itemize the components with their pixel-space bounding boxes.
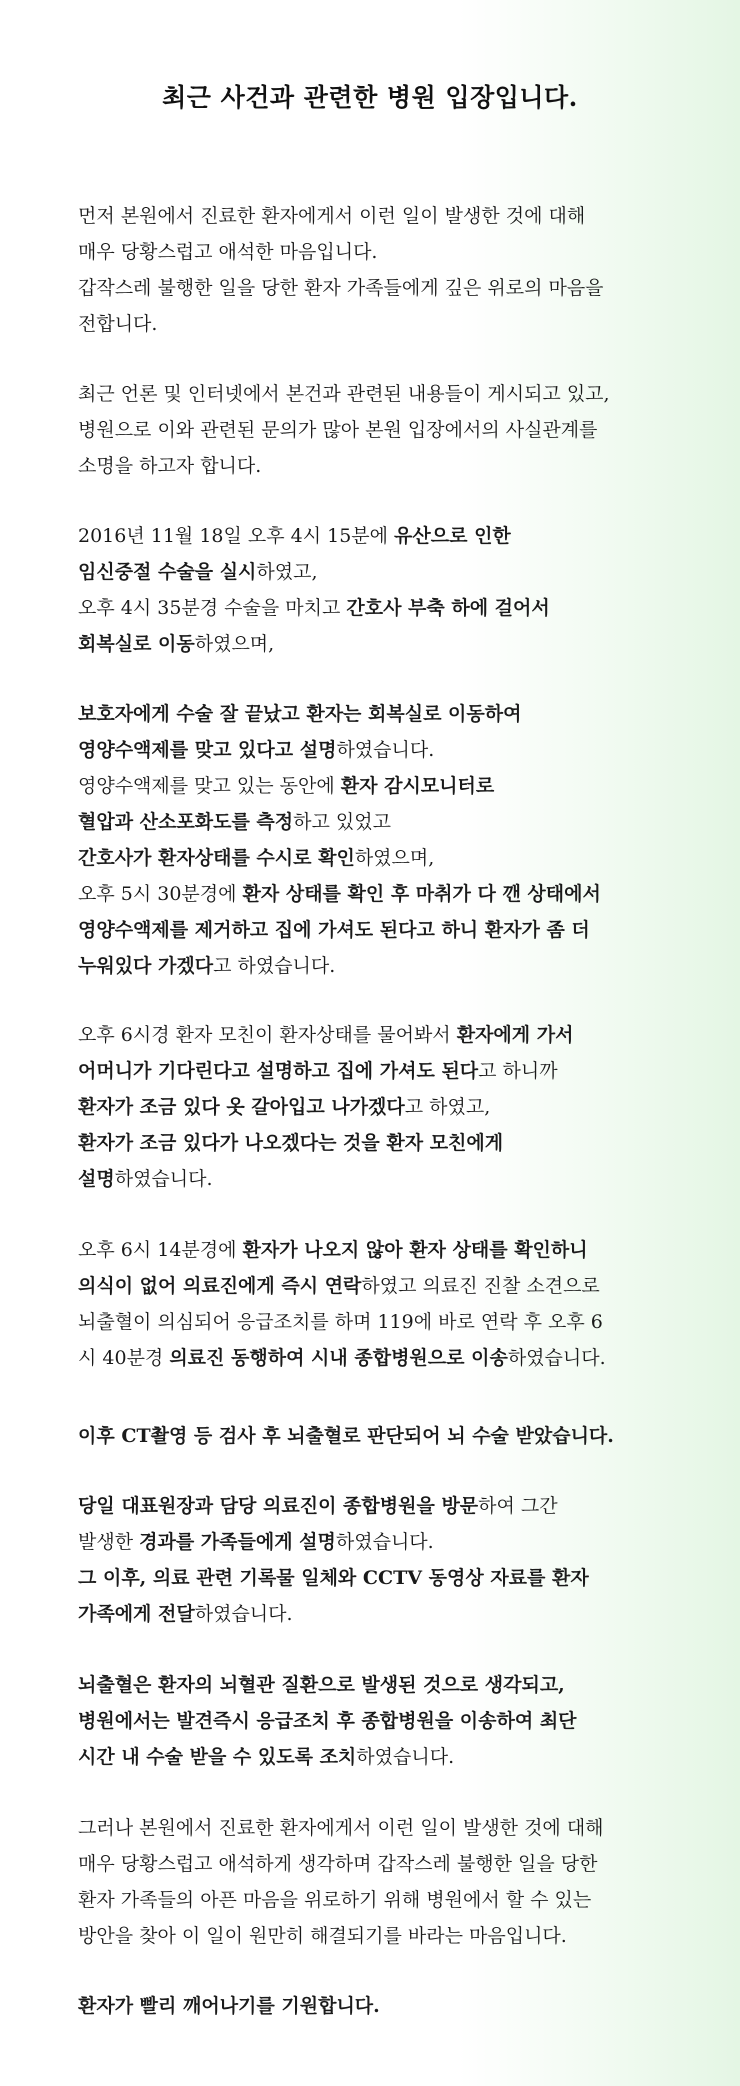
text-line xyxy=(78,804,698,840)
text-line xyxy=(78,376,698,412)
text-line xyxy=(78,1988,698,2024)
text-run: 하여 그간 xyxy=(478,1495,558,1517)
text-line xyxy=(78,1703,698,1739)
text-run: 시 40분경 xyxy=(78,1347,170,1369)
text-line xyxy=(78,1560,698,1596)
paragraph-closing xyxy=(78,1810,698,1954)
bold-text-run: 시간 내 수술 받을 수 있도록 조치 xyxy=(78,1746,357,1768)
text-run: 하였습니다. xyxy=(507,1347,606,1369)
text-line xyxy=(78,1340,698,1376)
bold-text-run: 혈압과 산소포화도를 측정 xyxy=(78,811,294,833)
text-run: 2016년 11월 18일 오후 4시 15분에 xyxy=(78,525,395,547)
text-run: 하였으며, xyxy=(354,847,435,869)
bold-text-run: 경과를 가족들에게 설명 xyxy=(139,1531,336,1553)
text-run: 영양수액제를 맞고 있는 동안에 xyxy=(78,775,341,797)
text-line xyxy=(78,840,698,876)
text-run: 오후 5시 30분경에 xyxy=(78,883,243,905)
text-line xyxy=(78,1017,698,1053)
text-run: 매우 당황스럽고 애석하게 생각하며 갑작스레 불행한 일을 당한 xyxy=(78,1853,598,1875)
text-line xyxy=(78,1053,698,1089)
text-run: 오후 4시 35분경 수술을 마치고 xyxy=(78,597,347,619)
text-line xyxy=(78,270,698,306)
page-title: 최근 사건과 관련한 병원 입장입니다. xyxy=(162,83,578,112)
text-run: 소명을 하고자 합니다. xyxy=(78,455,262,477)
text-run: 하였습니다. xyxy=(356,1746,455,1768)
text-run: 하였고, xyxy=(256,561,318,583)
text-run: 하였습니다. xyxy=(114,1168,213,1190)
paragraph-visit xyxy=(78,1488,698,1632)
text-run: 먼저 본원에서 진료한 환자에게서 이런 일이 발생한 것에 대해 xyxy=(78,205,586,227)
text-run: 전합니다. xyxy=(78,313,158,335)
bold-text-run: 환자 감시모니터로 xyxy=(340,775,495,797)
text-line xyxy=(78,1488,698,1524)
text-line xyxy=(78,1268,698,1304)
text-run: 병원으로 이와 관련된 문의가 많아 본원 입장에서의 사실관계를 xyxy=(78,419,598,441)
text-run: 매우 당황스럽고 애석한 마음입니다. xyxy=(78,241,378,263)
paragraph-emergency xyxy=(78,1232,698,1376)
paragraph-surgery xyxy=(78,518,698,662)
bold-text-run: 가족에게 전달 xyxy=(78,1603,195,1625)
bold-text-run: 영양수액제를 제거하고 집에 가셔도 된다고 하니 환자가 좀 더 xyxy=(78,919,590,941)
paragraph-cause xyxy=(78,1667,698,1775)
bold-text-run: 의료진 동행하여 시내 종합병원으로 이송 xyxy=(169,1347,508,1369)
bold-text-run: 설명 xyxy=(78,1168,115,1190)
text-line xyxy=(78,1232,698,1268)
text-run: 오후 6시 14분경에 xyxy=(78,1239,243,1261)
bold-text-run: 이후 CT촬영 등 검사 후 뇌출혈로 판단되어 뇌 수술 받았습니다. xyxy=(78,1425,614,1447)
text-run: 환자 가족들의 아픈 마음을 위로하기 위해 병원에서 할 수 있는 xyxy=(78,1889,592,1911)
text-line xyxy=(78,912,698,948)
text-line xyxy=(78,1524,698,1560)
text-line xyxy=(78,1739,698,1775)
text-line xyxy=(78,518,698,554)
text-run: 고 하니까 xyxy=(478,1060,558,1082)
text-run: 고 하였고, xyxy=(404,1096,491,1118)
text-line xyxy=(78,768,698,804)
text-line xyxy=(78,412,698,448)
text-line xyxy=(78,234,698,270)
bold-text-run: 당일 대표원장과 담당 의료진이 종합병원을 방문 xyxy=(78,1495,479,1517)
text-line xyxy=(78,554,698,590)
bold-text-run: 임신중절 수술을 실시 xyxy=(78,561,257,583)
text-line xyxy=(78,876,698,912)
text-run: 최근 언론 및 인터넷에서 본건과 관련된 내용들이 게시되고 있고, xyxy=(78,383,610,405)
bold-text-run: 간호사가 환자상태를 수시로 확인 xyxy=(78,847,355,869)
paragraph-ct xyxy=(78,1418,698,1454)
text-run: 하였습니다. xyxy=(194,1603,293,1625)
bold-text-run: 환자가 빨리 깨어나기를 기원합니다. xyxy=(78,1995,380,2017)
text-line xyxy=(78,306,698,342)
text-line xyxy=(78,1304,698,1340)
text-run: 그러나 본원에서 진료한 환자에게서 이런 일이 발생한 것에 대해 xyxy=(78,1817,604,1839)
text-run: 하였고 의료진 진찰 소견으로 xyxy=(361,1275,600,1297)
text-line xyxy=(78,590,698,626)
text-line xyxy=(78,1810,698,1846)
text-line xyxy=(78,198,698,234)
bold-text-run: 환자가 나오지 않아 환자 상태를 확인하니 xyxy=(242,1239,588,1261)
text-run: 뇌출혈이 의심되어 응급조치를 하며 119에 바로 연락 후 오후 6 xyxy=(78,1311,603,1333)
bold-text-run: 보호자에게 수술 잘 끝났고 환자는 회복실로 이동하여 xyxy=(78,703,522,725)
bold-text-run: 환자 상태를 확인 후 마취가 다 깬 상태에서 xyxy=(242,883,601,905)
bold-text-run: 어머니가 기다린다고 설명하고 집에 가셔도 된다 xyxy=(78,1060,479,1082)
bold-text-run: 환자에게 가서 xyxy=(456,1024,574,1046)
text-line xyxy=(78,1846,698,1882)
text-line xyxy=(78,696,698,732)
paragraph-recovery xyxy=(78,696,698,984)
paragraph-wish xyxy=(78,1988,698,2024)
text-run: 하였습니다. xyxy=(335,1531,434,1553)
text-line xyxy=(78,448,698,484)
text-line xyxy=(78,1596,698,1632)
bold-text-run: 간호사 부축 하에 걸어서 xyxy=(346,597,550,619)
paragraph-guardian xyxy=(78,1017,698,1197)
text-run: 고 하였습니다. xyxy=(213,955,336,977)
bold-text-run: 병원에서는 발견즉시 응급조치 후 종합병원을 이송하여 최단 xyxy=(78,1710,577,1732)
bold-text-run: 환자가 조금 있다가 나오겠다는 것을 환자 모친에게 xyxy=(78,1132,504,1154)
text-run: 오후 6시경 환자 모친이 환자상태를 물어봐서 xyxy=(78,1024,457,1046)
text-line xyxy=(78,1125,698,1161)
bold-text-run: 영양수액제를 맞고 있다고 설명 xyxy=(78,739,337,761)
text-run: 하고 있었고 xyxy=(293,811,391,833)
text-line xyxy=(78,1418,698,1454)
bold-text-run: 환자가 조금 있다 옷 갈아입고 나가겠다 xyxy=(78,1096,405,1118)
bold-text-run: 회복실로 이동 xyxy=(78,633,195,655)
text-line xyxy=(78,1089,698,1125)
text-run: 하였습니다. xyxy=(336,739,435,761)
bold-text-run: 유산으로 인한 xyxy=(394,525,511,547)
text-line xyxy=(78,626,698,662)
paragraph-apology xyxy=(78,198,698,342)
text-line xyxy=(78,948,698,984)
text-run: 발생한 xyxy=(78,1531,140,1553)
text-line xyxy=(78,732,698,768)
text-run: 방안을 찾아 이 일이 원만히 해결되기를 바라는 마음입니다. xyxy=(78,1925,567,1947)
text-line xyxy=(78,1667,698,1703)
text-run: 하였으며, xyxy=(194,633,275,655)
bold-text-run: 누워있다 가겠다 xyxy=(78,955,214,977)
text-line xyxy=(78,1882,698,1918)
text-line xyxy=(78,1161,698,1197)
bold-text-run: 의식이 없어 의료진에게 즉시 연락 xyxy=(78,1275,362,1297)
bold-text-run: 그 이후, 의료 관련 기록물 일체와 CCTV 동영상 자료를 환자 xyxy=(78,1567,589,1589)
paragraph-purpose xyxy=(78,376,698,484)
text-line xyxy=(78,1918,698,1954)
text-run: 갑작스레 불행한 일을 당한 환자 가족들에게 깊은 위로의 마음을 xyxy=(78,277,604,299)
bold-text-run: 뇌출혈은 환자의 뇌혈관 질환으로 발생된 것으로 생각되고, xyxy=(78,1674,565,1696)
